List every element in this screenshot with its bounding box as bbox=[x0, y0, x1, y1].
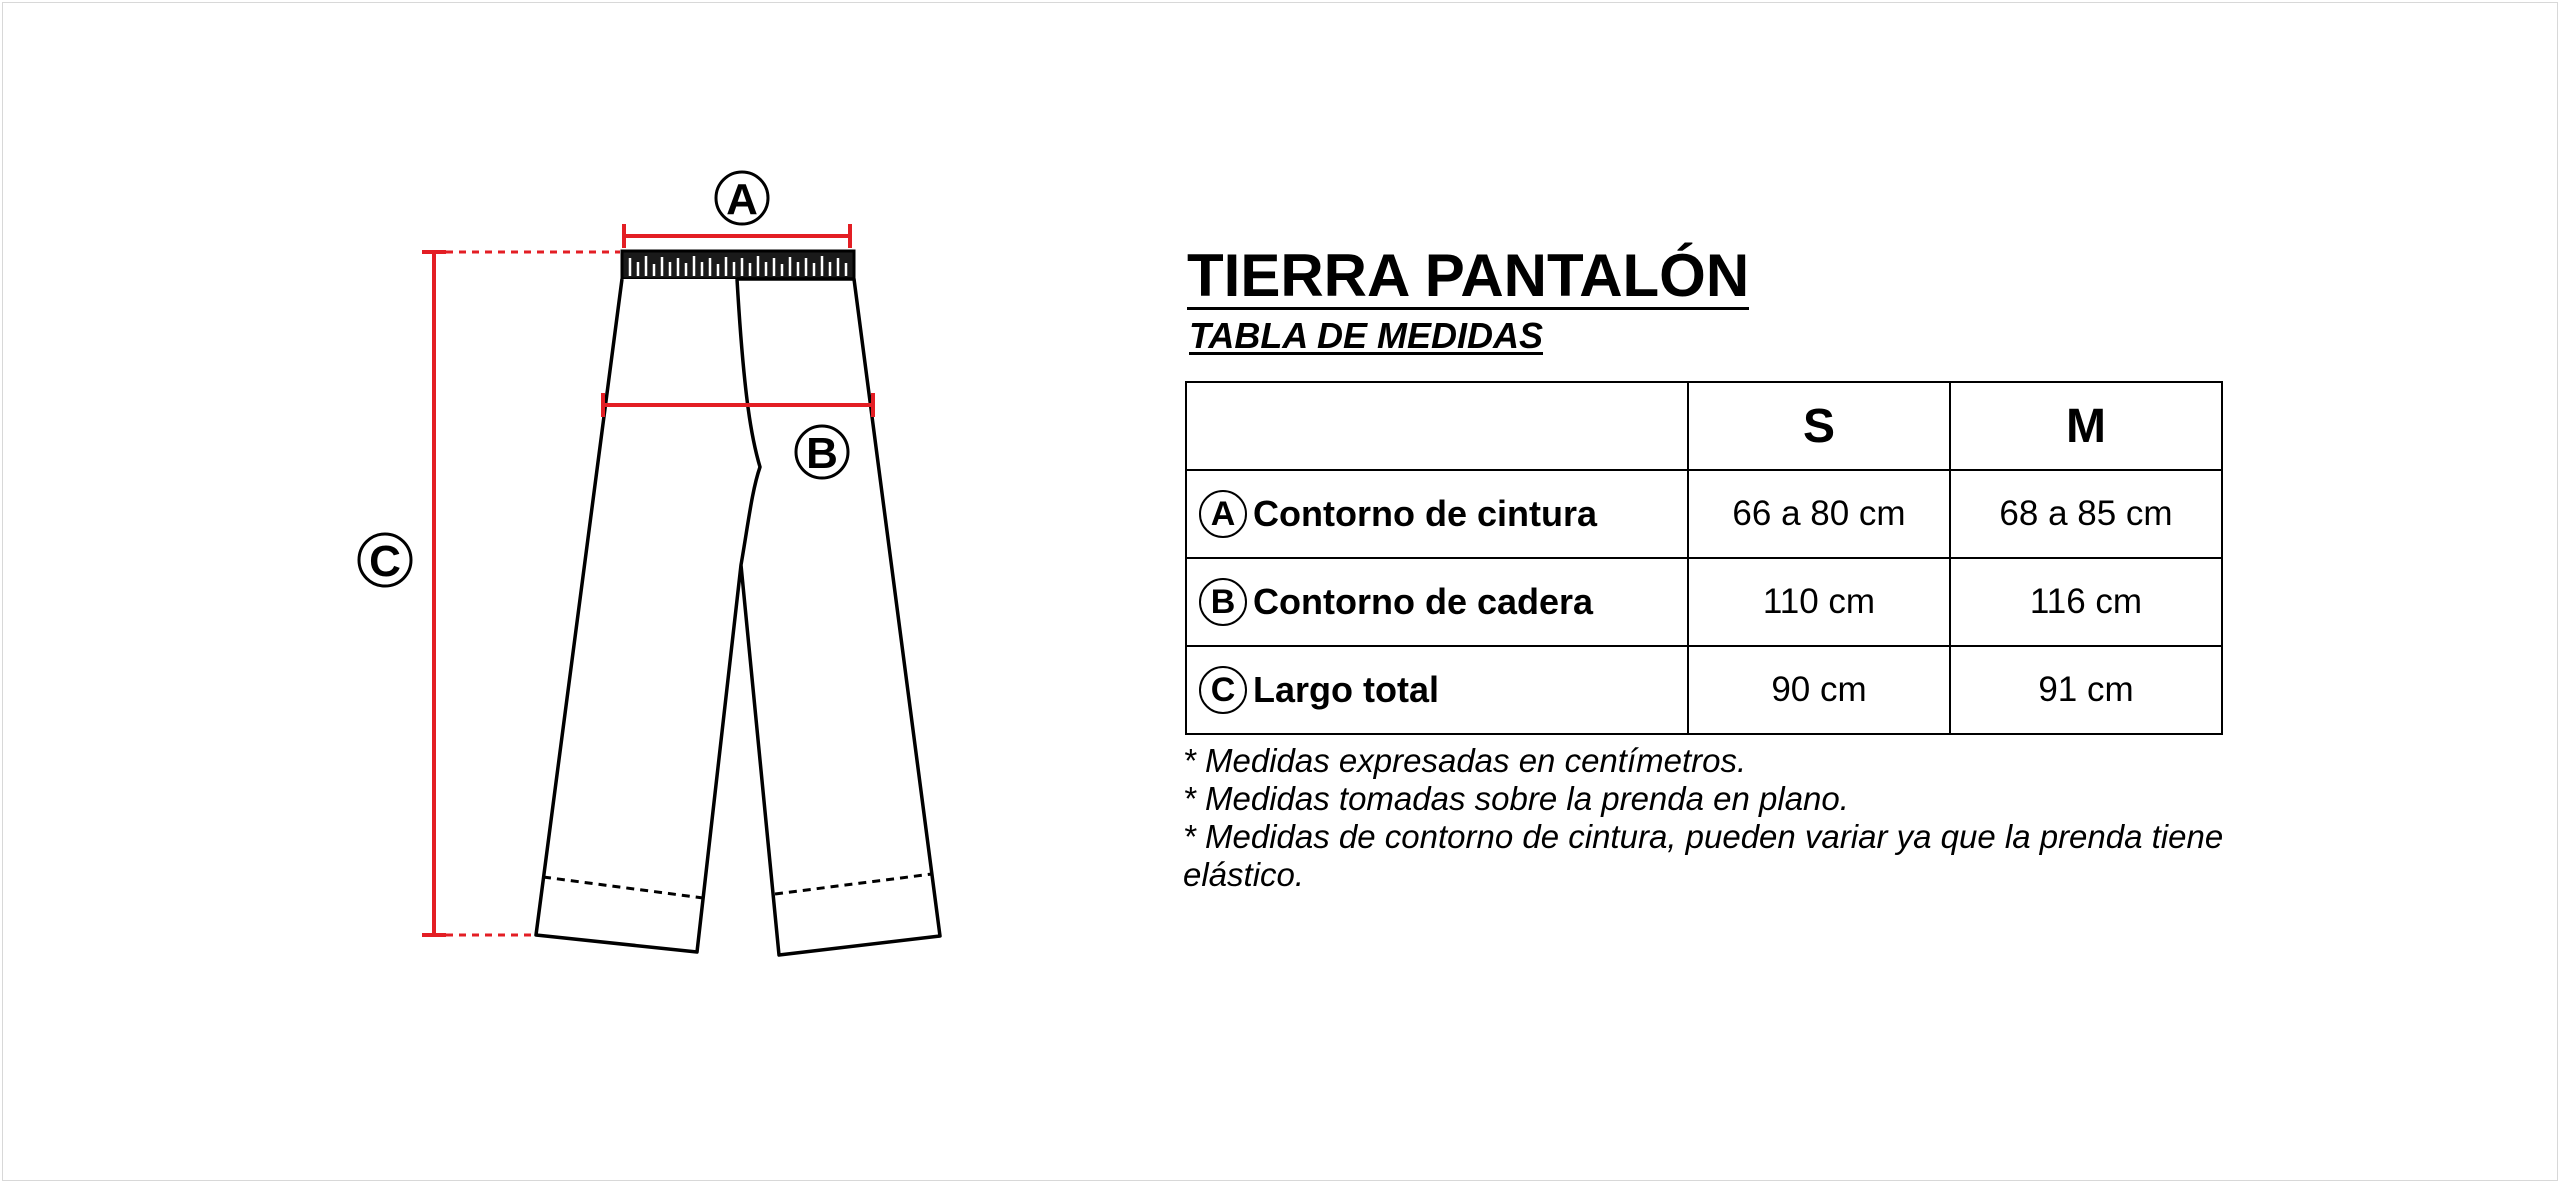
table-header-size-s: S bbox=[1688, 382, 1950, 470]
table-header-size-m: M bbox=[1950, 382, 2222, 470]
value-size-m: 116 cm bbox=[1950, 558, 2222, 646]
value-size-m: 68 a 85 cm bbox=[1950, 470, 2222, 558]
size-table bbox=[1185, 381, 2223, 735]
measure-cell bbox=[1186, 470, 1688, 558]
page-title: TIERRA PANTALÓN bbox=[1187, 242, 1750, 309]
measure-badge: A bbox=[1199, 490, 1247, 538]
measure-cell bbox=[1186, 646, 1688, 734]
pants-diagram bbox=[0, 0, 1100, 1185]
measure-label: Contorno de cadera bbox=[1253, 581, 1594, 622]
value-size-s: 66 a 80 cm bbox=[1688, 470, 1950, 558]
measure-label: Largo total bbox=[1253, 669, 1439, 710]
pants-outline bbox=[536, 279, 940, 955]
note-line: * Medidas de contorno de cintura, pueden variar ya que la prenda tiene elástico. bbox=[1183, 818, 2224, 893]
measure-cell bbox=[1186, 558, 1688, 646]
note-line: * Medidas expresadas en centímetros. bbox=[1183, 742, 1747, 779]
note-line: * Medidas tomadas sobre la prenda en plano. bbox=[1183, 780, 1849, 817]
value-size-s: 90 cm bbox=[1688, 646, 1950, 734]
table-row bbox=[1186, 470, 2222, 558]
measure-badge: B bbox=[1199, 578, 1247, 626]
label-b: B bbox=[806, 429, 838, 478]
value-size-s: 110 cm bbox=[1688, 558, 1950, 646]
value-size-m: 91 cm bbox=[1950, 646, 2222, 734]
waistband bbox=[622, 251, 854, 279]
measure-label: Contorno de cintura bbox=[1253, 493, 1597, 534]
table-row bbox=[1186, 558, 2222, 646]
page-subtitle: TABLA DE MEDIDAS bbox=[1189, 315, 1543, 356]
label-a: A bbox=[726, 175, 758, 224]
measure-badge: C bbox=[1199, 666, 1247, 714]
table-header-empty bbox=[1186, 382, 1688, 470]
table-header-row bbox=[1186, 382, 2222, 470]
label-c: C bbox=[369, 537, 401, 586]
notes bbox=[1183, 742, 2303, 894]
table-row bbox=[1186, 646, 2222, 734]
